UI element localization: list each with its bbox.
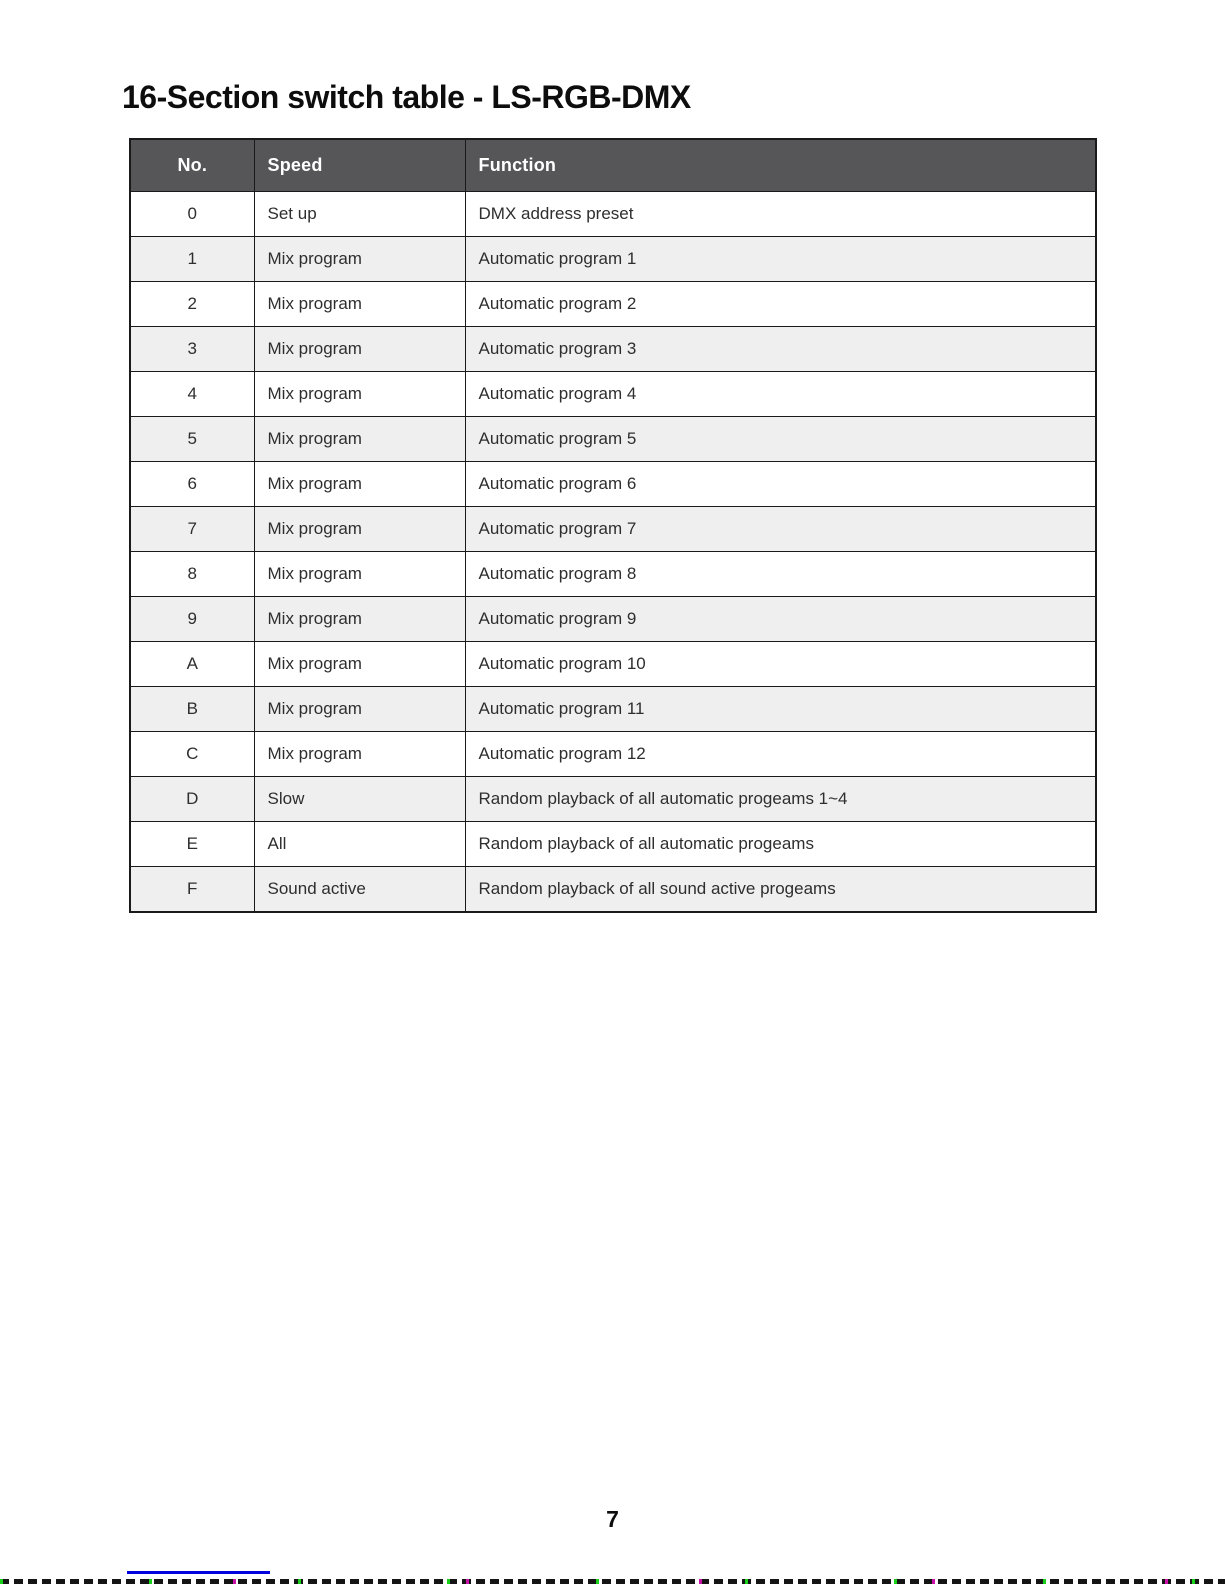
table-row (130, 417, 1096, 462)
cell-speed: Mix program (254, 732, 465, 777)
table-row (130, 597, 1096, 642)
cell-function: DMX address preset (465, 192, 1096, 237)
cell-speed: Sound active (254, 867, 465, 913)
table-row (130, 237, 1096, 282)
cell-speed: Mix program (254, 642, 465, 687)
cell-function: Automatic program 8 (465, 552, 1096, 597)
switch-table (129, 138, 1097, 913)
cell-speed: Mix program (254, 597, 465, 642)
cell-speed: Slow (254, 777, 465, 822)
cell-speed: Mix program (254, 327, 465, 372)
column-header-function: Function (465, 139, 1096, 192)
cell-no: 4 (130, 372, 254, 417)
cell-function: Automatic program 10 (465, 642, 1096, 687)
page-separator-dashed-line (0, 1579, 1225, 1584)
cell-speed: Mix program (254, 282, 465, 327)
cell-no: 2 (130, 282, 254, 327)
header-row (130, 139, 1096, 192)
cell-speed: Mix program (254, 507, 465, 552)
cell-function: Random playback of all automatic progeams 1~4 (465, 777, 1096, 822)
table-row (130, 777, 1096, 822)
cell-function: Automatic program 3 (465, 327, 1096, 372)
cell-speed: Mix program (254, 687, 465, 732)
table-row (130, 192, 1096, 237)
cell-no: 7 (130, 507, 254, 552)
table-row (130, 552, 1096, 597)
table-row (130, 642, 1096, 687)
cell-no: D (130, 777, 254, 822)
cell-speed: Mix program (254, 237, 465, 282)
cell-no: 6 (130, 462, 254, 507)
switch-table-body (130, 192, 1096, 913)
switch-table-header (130, 139, 1096, 192)
table-row (130, 867, 1096, 913)
cell-function: Automatic program 11 (465, 687, 1096, 732)
cell-no: C (130, 732, 254, 777)
page-title: 16-Section switch table - LS-RGB-DMX (122, 79, 691, 115)
cell-speed: Mix program (254, 417, 465, 462)
cell-function: Automatic program 12 (465, 732, 1096, 777)
cell-no: 5 (130, 417, 254, 462)
cell-speed: Mix program (254, 552, 465, 597)
footer-blue-line (127, 1571, 270, 1574)
table-row (130, 327, 1096, 372)
cell-no: 9 (130, 597, 254, 642)
cell-speed: Set up (254, 192, 465, 237)
cell-function: Automatic program 6 (465, 462, 1096, 507)
page-number: 7 (606, 1506, 619, 1532)
table-row (130, 462, 1096, 507)
table-row (130, 507, 1096, 552)
cell-function: Automatic program 1 (465, 237, 1096, 282)
cell-speed: Mix program (254, 372, 465, 417)
cell-no: A (130, 642, 254, 687)
column-header-speed: Speed (254, 139, 465, 192)
cell-no: E (130, 822, 254, 867)
cell-no: 8 (130, 552, 254, 597)
cell-no: F (130, 867, 254, 913)
table-row (130, 372, 1096, 417)
table-row (130, 822, 1096, 867)
cell-function: Random playback of all sound active progeams (465, 867, 1096, 913)
cell-speed: All (254, 822, 465, 867)
cell-function: Automatic program 4 (465, 372, 1096, 417)
cell-no: B (130, 687, 254, 732)
cell-function: Automatic program 5 (465, 417, 1096, 462)
cell-speed: Mix program (254, 462, 465, 507)
cell-function: Random playback of all automatic progeams (465, 822, 1096, 867)
table-row (130, 732, 1096, 777)
column-header-no: No. (130, 139, 254, 192)
cell-no: 3 (130, 327, 254, 372)
cell-function: Automatic program 2 (465, 282, 1096, 327)
cell-no: 1 (130, 237, 254, 282)
cell-function: Automatic program 9 (465, 597, 1096, 642)
cell-no: 0 (130, 192, 254, 237)
cell-function: Automatic program 7 (465, 507, 1096, 552)
table-row (130, 687, 1096, 732)
table-row (130, 282, 1096, 327)
